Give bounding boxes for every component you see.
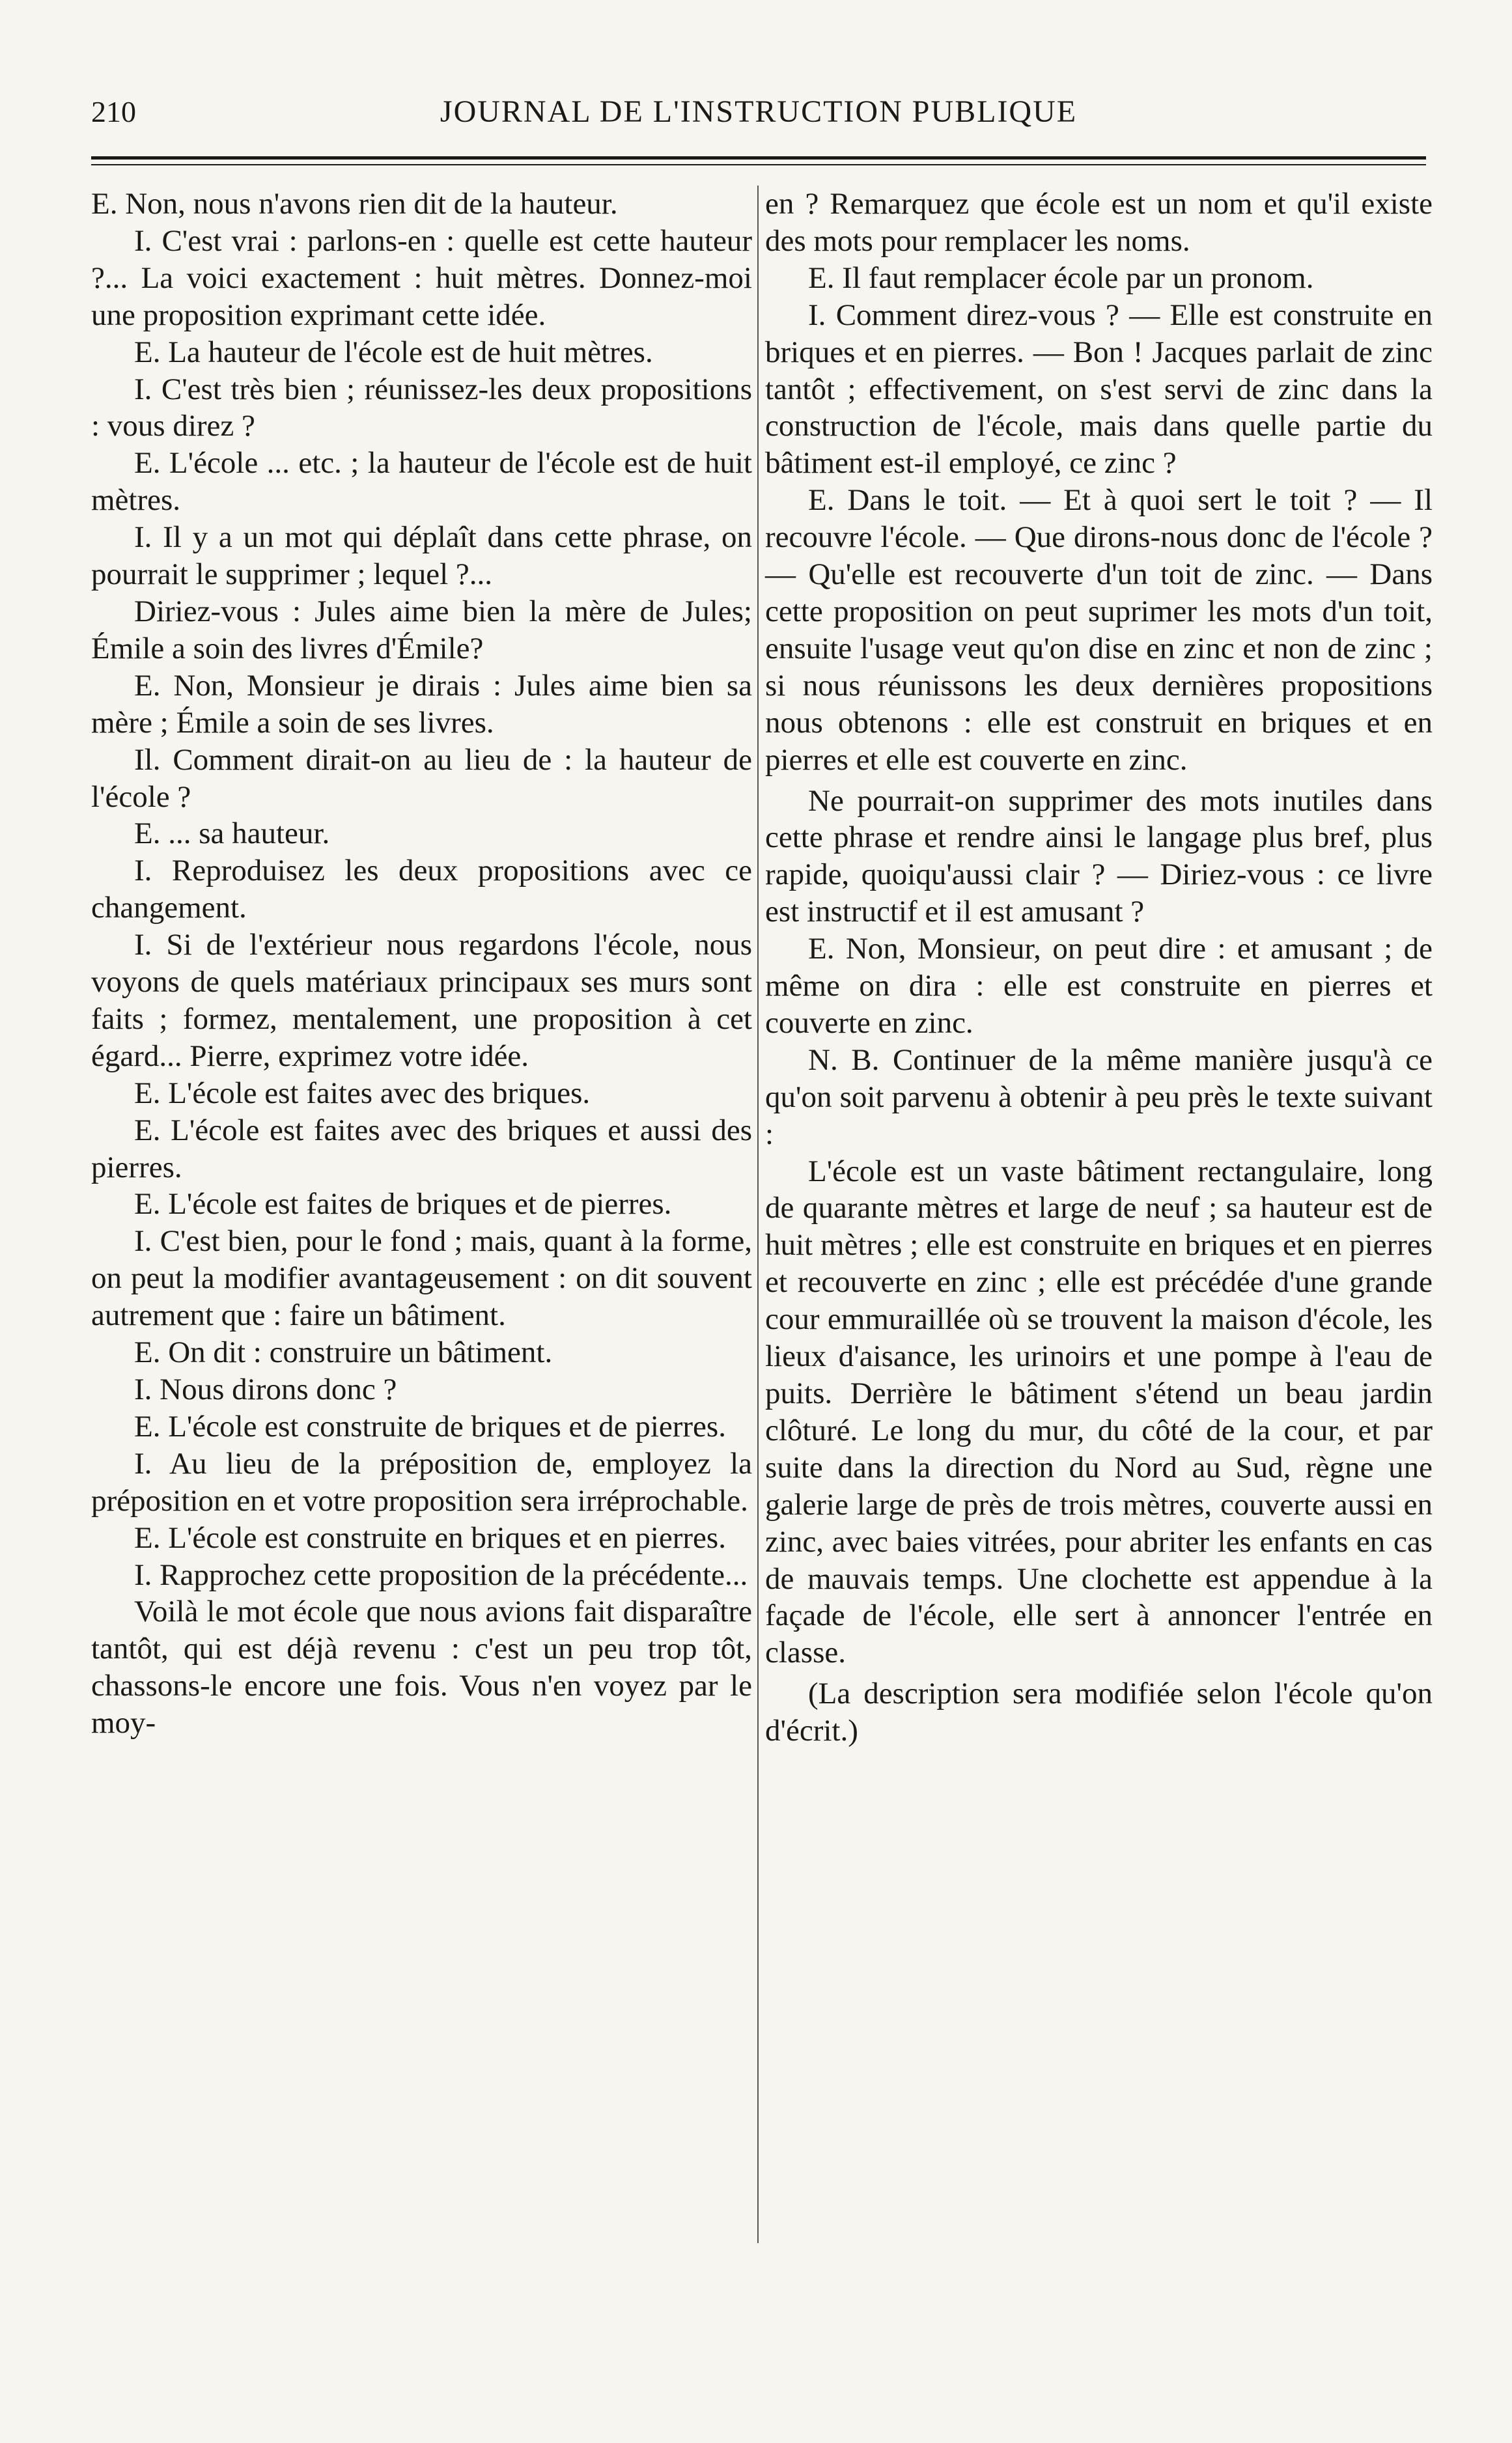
- right-column: [765, 186, 1433, 1750]
- paragraph: E. La hauteur de l'école est de huit mètres.: [134, 335, 653, 369]
- paragraph: Il. Comment dirait-on au lieu de : la hauteur de l'école ?: [91, 742, 752, 814]
- paragraph: E. On dit : construire un bâtiment.: [134, 1335, 553, 1370]
- paragraph: I. Il y a un mot qui déplaît dans cette phrase, on pourrait le supprimer ; lequel ?...: [91, 520, 752, 592]
- header-rule: [91, 156, 1426, 160]
- paragraph: I. C'est vrai : parlons-en : quelle est cette hauteur ?... La voici exactement : huit mètres. Donnez-moi une proposition exprimant cette idée.: [91, 223, 752, 332]
- paragraph: E. ... sa hauteur.: [134, 817, 330, 851]
- paragraph: E. L'école est construite de briques et de pierres.: [134, 1409, 726, 1444]
- paragraph: E. Dans le toit. — Et à quoi sert le toit ? — Il recouvre l'école. — Que dirons-nous donc de l'école ? — Qu'elle est recouverte d'un toit de zinc. — Dans cette proposition on peut suprimer les mots d'un toit, ensuite l'usage veut qu'on dise en zinc et non de zinc ; si nous réunissons les deux dernières propositions nous obtenons : elle est construit en briques et en pierres et elle est couverte en zinc.: [765, 483, 1433, 777]
- paragraph: I. Rapprochez cette proposition de la précédente...: [134, 1557, 748, 1592]
- paragraph: E. Non, Monsieur je dirais : Jules aime bien sa mère ; Émile a soin de ses livres.: [91, 668, 752, 740]
- paragraph: I. Nous dirons donc ?: [134, 1373, 397, 1406]
- left-column: [91, 186, 752, 1742]
- paragraph: I. C'est très bien ; réunissez-les deux propositions : vous direz ?: [91, 372, 752, 443]
- paragraph: E. Non, nous n'avons rien dit de la hauteur.: [91, 187, 618, 221]
- paragraph: E. L'école est faites de briques et de pierres.: [134, 1187, 672, 1222]
- paragraph: (La description sera modifiée selon l'école qu'on d'écrit.): [765, 1677, 1433, 1748]
- page-header: [91, 92, 1426, 145]
- paragraph: E. L'école ... etc. ; la hauteur de l'école est de huit mètres.: [91, 446, 752, 518]
- paragraph: I. Comment direz-vous ? — Elle est construite en briques et en pierres. — Bon ! Jacques parlait de zinc tantôt ; effectivement, on s'est servi de zinc dans la construction de l'école, mais dans quelle partie du bâtiment est-il employé, ce zinc ?: [765, 298, 1433, 481]
- paragraph: I. Au lieu de la préposition de, employez la préposition en et votre proposition sera irréprochable.: [91, 1446, 752, 1518]
- paragraph: Voilà le mot école que nous avions fait disparaître tantôt, qui est déjà revenu : c'est un peu trop tôt, chassons-le encore une fois. Vous n'en voyez par le moy-: [91, 1595, 752, 1740]
- paragraph: E. L'école est faites avec des briques et aussi des pierres.: [91, 1113, 752, 1184]
- paragraph: E. L'école est construite en briques et en pierres.: [134, 1520, 726, 1555]
- running-title: JOURNAL DE L'INSTRUCTION PUBLIQUE: [440, 94, 1078, 129]
- page-number: 210: [91, 95, 136, 128]
- paragraph: E. Il faut remplacer école par un pronom.: [808, 260, 1314, 295]
- paragraph: Ne pourrait-on supprimer des mots inutiles dans cette phrase et rendre ainsi le langage plus bref, plus rapide, quoiqu'aussi clair ? — Diriez-vous : ce livre est instructif et il est amusant ?: [765, 783, 1433, 929]
- header-rule-thin: [91, 164, 1426, 165]
- paragraph: L'école est un vaste bâtiment rectangulaire, long de quarante mètres et large de neuf ; sa hauteur est de huit mètres ; elle est construite en briques et en pierres et recouverte en zinc ; elle est précédée d'une grande cour emmuraillée où se trouvent la maison d'école, les lieux d'aisance, les urinoirs et une pompe à l'eau de puits. Derrière le bâtiment s'étend un beau jardin clôturé. Le long du mur, du côté de la cour, et par suite dans la direction du Nord au Sud, règne une galerie large de près de trois mètres, couverte aussi en zinc, avec baies vitrées, pour abriter les enfants en cas de mauvais temps. Une clochette est appendue à la façade de l'école, elle sert à annoncer l'entrée en classe.: [765, 1154, 1433, 1670]
- paragraph: I. C'est bien, pour le fond ; mais, quant à la forme, on peut la modifier avantageusement : on dit souvent autrement que : faire un bâtiment.: [91, 1224, 752, 1333]
- paragraph: Diriez-vous : Jules aime bien la mère de Jules; Émile a soin des livres d'Émile?: [91, 594, 752, 665]
- column-divider: [757, 186, 759, 2243]
- paragraph: I. Reproduisez les deux propositions avec ce changement.: [91, 854, 752, 925]
- paragraph: E. L'école est faites avec des briques.: [134, 1076, 591, 1110]
- paragraph: I. Si de l'extérieur nous regardons l'école, nous voyons de quels matériaux principaux ses murs sont faits ; formez, mentalement, une proposition à cet égard... Pierre, exprimez votre idée.: [91, 928, 752, 1073]
- paragraph: en ? Remarquez que école est un nom et qu'il existe des mots pour remplacer les noms.: [765, 187, 1433, 258]
- paragraph: E. Non, Monsieur, on peut dire : et amusant ; de même on dira : elle est construite en pierres et couverte en zinc.: [765, 932, 1433, 1040]
- paragraph: N. B. Continuer de la même manière jusqu'à ce qu'on soit parvenu à obtenir à peu près le texte suivant :: [765, 1042, 1433, 1151]
